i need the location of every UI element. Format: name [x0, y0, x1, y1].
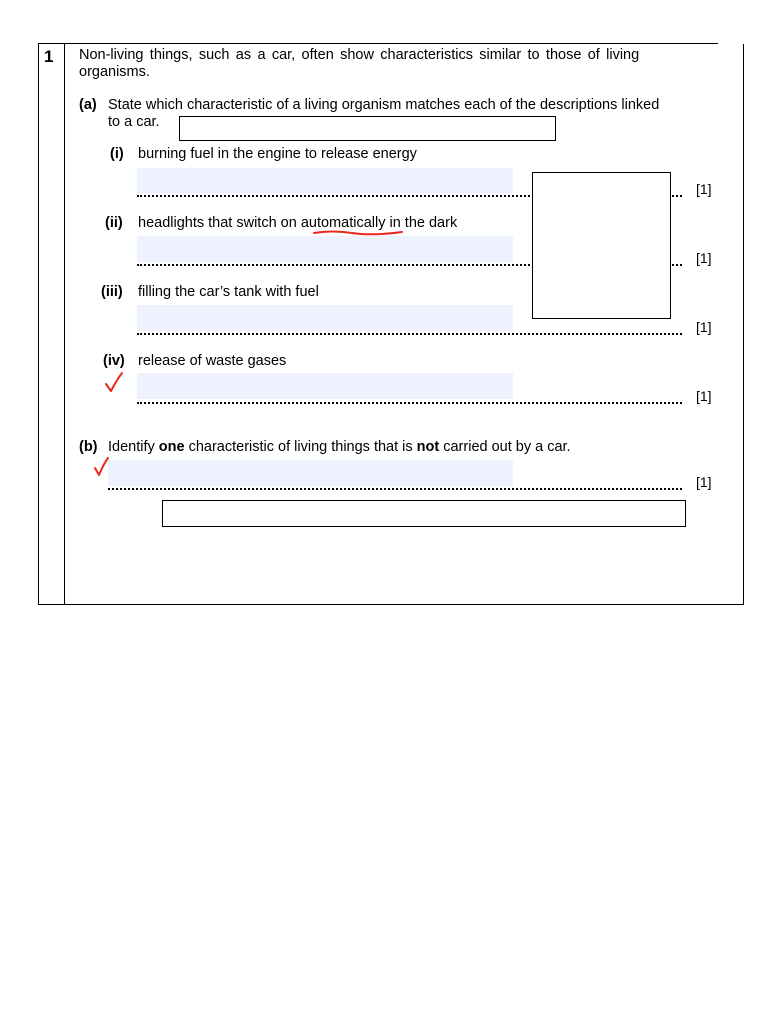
answer-field-ii[interactable]: [137, 236, 513, 262]
empty-wide-box[interactable]: [162, 500, 686, 527]
answer-line-b: [108, 488, 682, 490]
part-b-text-before: Identify: [108, 439, 159, 455]
answer-line-iv: [137, 402, 682, 404]
item-iv-label: (iv): [103, 353, 125, 369]
part-b-bold-not: not: [416, 439, 440, 455]
part-b-text-after: carried out by a car.: [439, 439, 571, 455]
mark-iii: [1]: [696, 319, 712, 335]
part-b-label: (b): [79, 439, 98, 455]
item-iii-text: filling the car’s tank with fuel: [138, 284, 319, 300]
empty-label-box[interactable]: [179, 116, 556, 141]
item-i-text: burning fuel in the engine to release energy: [138, 146, 417, 162]
part-a-text-line1: State which characteristic of a living organism matches each of the descriptions linked: [108, 97, 660, 113]
mark-i: [1]: [696, 181, 712, 197]
answer-field-b[interactable]: [108, 460, 513, 486]
mark-iv: [1]: [696, 388, 712, 404]
answer-field-i[interactable]: [137, 168, 513, 194]
item-ii-text-before: headlights that switch on: [138, 215, 301, 231]
item-iii-label: (iii): [101, 284, 123, 300]
answer-line-iii: [137, 333, 682, 335]
part-b-text: [108, 439, 571, 456]
item-ii-text-after: in the dark: [385, 215, 458, 231]
item-i-label: (i): [110, 146, 124, 162]
item-iv-text: release of waste gases: [138, 353, 287, 369]
part-b-text-mid: characteristic of living things that is: [184, 439, 417, 455]
question-stem-line1: Non-living things, such as a car, often show characteristics similar to those of living: [79, 47, 640, 63]
part-a-text-line2: to a car.: [108, 114, 160, 130]
mark-b: [1]: [696, 474, 712, 490]
item-ii-label: (ii): [105, 215, 123, 231]
part-a-label: (a): [79, 97, 97, 113]
mark-ii: [1]: [696, 250, 712, 266]
item-ii-text-underlined: automatically: [300, 215, 386, 231]
part-b-bold-one: one: [158, 439, 185, 455]
question-stem-line2: organisms.: [79, 64, 150, 80]
empty-rectangle[interactable]: [532, 172, 671, 319]
frame-notch: [718, 43, 744, 44]
answer-field-iv[interactable]: [137, 373, 513, 399]
question-number: 1: [44, 47, 54, 66]
item-ii-text: [138, 215, 457, 232]
question-number-column: [38, 43, 65, 605]
answer-field-iii[interactable]: [137, 305, 513, 331]
tick-icon: [103, 371, 125, 395]
